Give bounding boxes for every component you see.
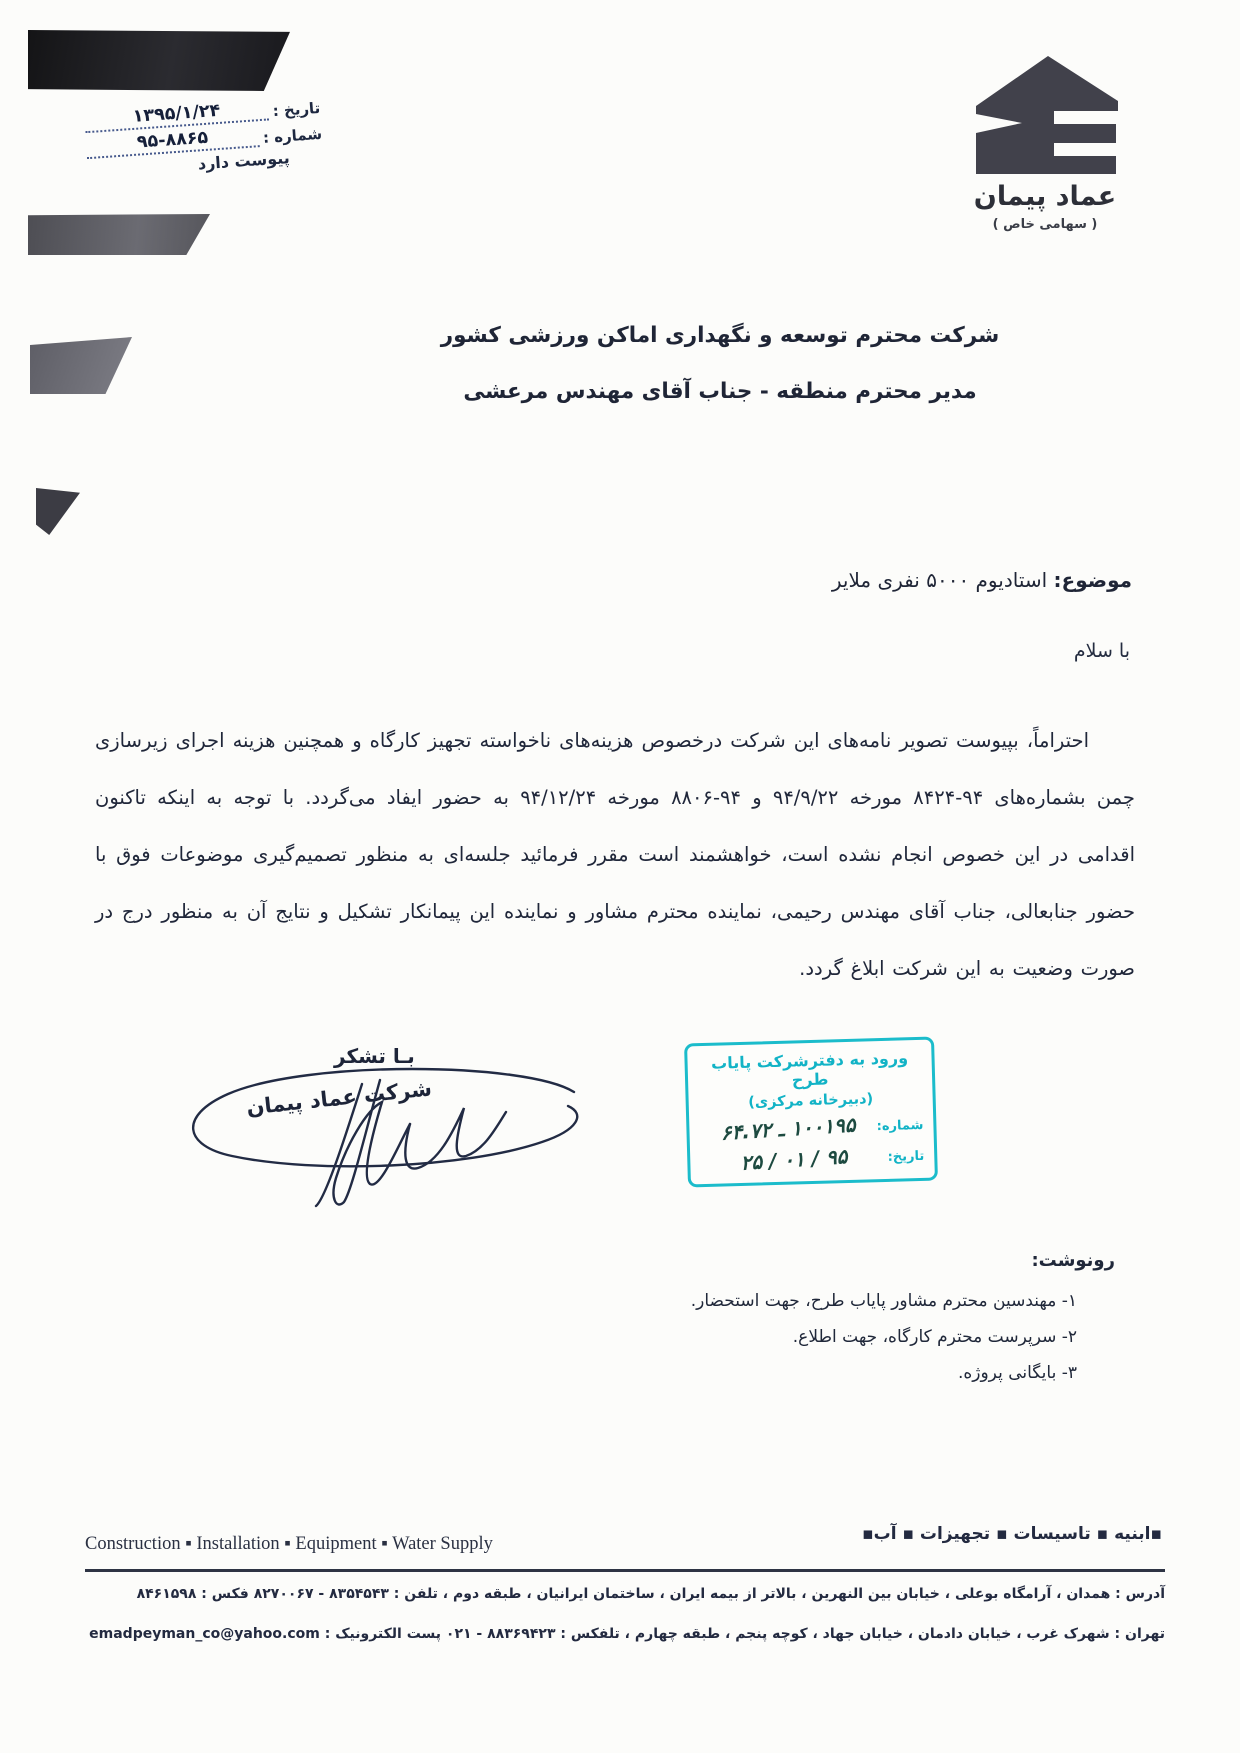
- stamp-date-value: ۹۵ / ۰۱ / ۲۵: [739, 1144, 849, 1175]
- subject-value: استادیوم ۵۰۰۰ نفری ملایر: [831, 568, 1054, 592]
- stamp-number-value: ۱۰۰۱۹۵ ـ ۶۴.۷۲: [720, 1112, 857, 1145]
- signature-closing: بـا تشکر: [334, 1044, 415, 1068]
- stamp-title: ورود به دفترشرکت پایاب طرح: [710, 1048, 909, 1090]
- stamp-subtitle: (دبیرخانه مرکزی): [747, 1091, 874, 1111]
- scan-mark-triangle: [36, 488, 80, 535]
- letter-date-number-block: [84, 94, 324, 181]
- date-label: تاریخ :: [272, 98, 321, 121]
- letter-body: احتراماً، بپیوست تصویر نامه‌های این شرکت درخصوص هزینه‌های ناخواسته تجهیز کارگاه و همچنین هزینه اجرای زیرسازی چمن بشماره‌های ۹۴-۸۴۲۴ مورخه ۹۴/۹/۲۲ و ۹۴-۸۸۰۶ مورخه ۹۴/۱۲/۲۴ به حضور ایفاد می‌گردد. با توجه به اینکه تاکنون اقدامی در این خصوص انجام نشده است، خواهشمند است مقرر فرمائید جلسه‌ای به منظور تصمیم‌گیری موضوعات فوق با حضور جنابعالی، جناب آقای مهندس رحیمی، نماینده محترم مشاور و نماینده این پیمانکار تشکیل و نتایج آن به منظور درج در صورت وضعیت به این شرکت ابلاغ گردد.: [95, 728, 1135, 980]
- cc-section: [515, 1250, 1115, 1399]
- recipient-line-1: شرکت محترم توسعه و نگهداری اماکن ورزشی کشور: [440, 323, 1000, 348]
- footer-address-tehran: تهران : شهرک غرب ، خیابان دادمان ، خیابان جهاد ، کوچه پنجم ، طبقه چهارم ، تلفکس : ۸۸۳۶۹۴۲۳ - ۰۲۱ پست الکترونیک : emadpeyman_co@yahoo.com: [89, 1626, 1165, 1642]
- cc-item-2: ۲- سرپرست محترم کارگاه، جهت اطلاع.: [792, 1327, 1077, 1347]
- redaction-bar-middle: [28, 214, 210, 255]
- greeting: با سلام: [1073, 640, 1130, 662]
- entry-stamp: [684, 1037, 938, 1188]
- attachment-note: پیوست دارد: [197, 148, 291, 174]
- cc-item-3: ۳- بایگانی پروژه.: [957, 1363, 1077, 1383]
- footer-divider: [85, 1569, 1165, 1572]
- company-name: عماد پیمان: [973, 181, 1117, 212]
- scan-smudge-patch: [30, 337, 132, 394]
- signature-company: شرکت عماد پیمان: [245, 1076, 433, 1120]
- subject-line: [832, 568, 1132, 592]
- company-type: ( سهامی خاص ): [992, 217, 1098, 232]
- number-value: ۹۵-۸۸۶۵: [86, 124, 260, 159]
- number-label: شماره :: [262, 124, 323, 147]
- recipient-line-2: مدیر محترم منطقه - جناب آقای مهندس مرعشی: [463, 379, 977, 404]
- stamp-date-label: تاریخ:: [887, 1148, 925, 1165]
- footer-services-fa: ▪ابنیه ▪ تاسیسات ▪ تجهیزات ▪ آب▪: [862, 1524, 1162, 1544]
- house-logo-icon: [970, 56, 1120, 178]
- handwritten-signature-icon: [166, 1050, 596, 1210]
- stamp-number-row: [699, 1113, 924, 1143]
- redaction-bar-top: [28, 30, 290, 91]
- footer-services-en: Construction ▪ Installation ▪ Equipment ▪ Water Supply: [85, 1534, 493, 1554]
- footer-address-hamedan: آدرس : همدان ، آرامگاه بوعلی ، خیابان بین النهرین ، بالاتر از بیمه ایران ، ساختمان ایرانیان ، طبقه دوم ، تلفن : ۸۳۵۴۵۴۳ - ۸۲۷۰۰۶۷ فکس : ۸۴۶۱۵۹۸: [136, 1586, 1165, 1602]
- company-logo: [938, 56, 1152, 232]
- recipient-block: [350, 308, 1090, 420]
- stamp-date-row: [700, 1144, 925, 1174]
- subject-label: موضوع:: [1053, 568, 1132, 592]
- date-value: ۱۳۹۵/۱/۲۴: [84, 97, 270, 133]
- cc-item-1: ۱- مهندسین محترم مشاور پایاب طرح، جهت استحضار.: [690, 1291, 1077, 1311]
- stamp-number-label: شماره:: [876, 1117, 924, 1134]
- cc-title: رونوشت:: [1031, 1250, 1115, 1271]
